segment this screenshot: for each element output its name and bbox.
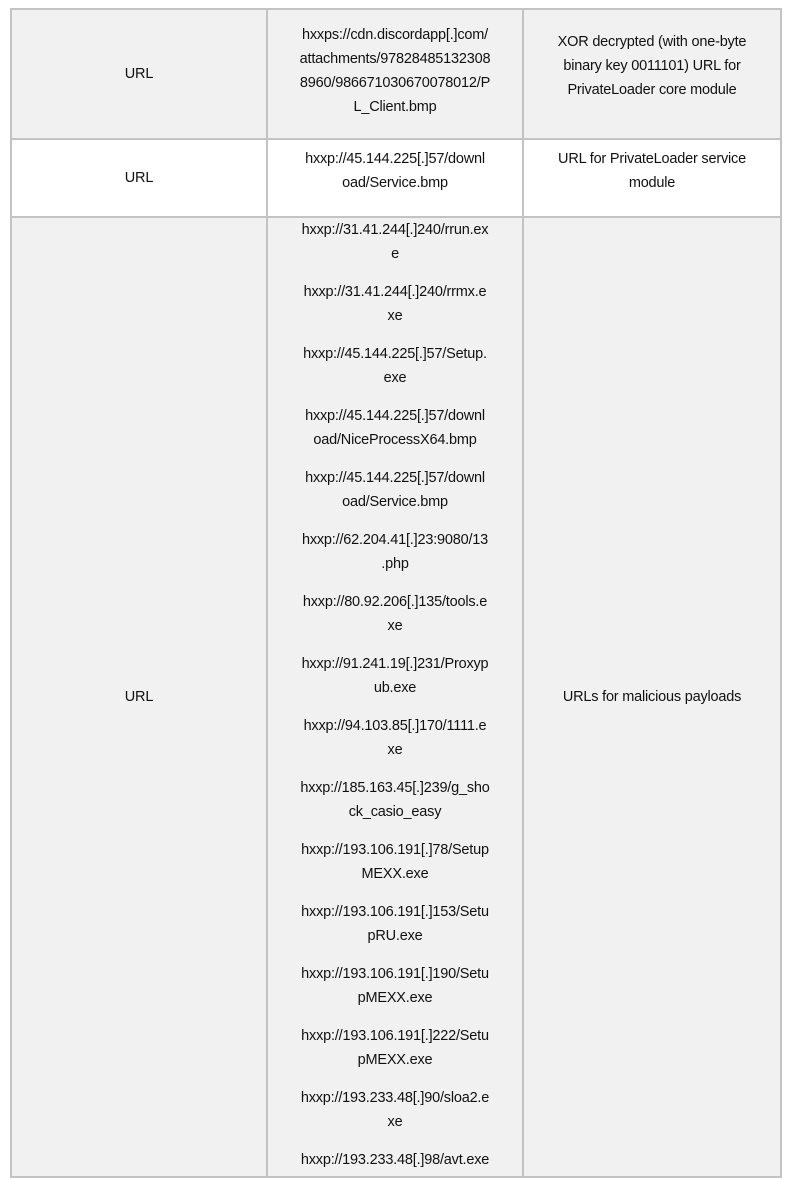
- value-line: ck_casio_easy: [348, 804, 442, 820]
- value-line: hxxp://193.233.48[.]90/sloa2.e: [300, 1090, 490, 1106]
- value-line: ub.exe: [373, 680, 417, 696]
- value-line: hxxp://193.106.191[.]153/Setu: [301, 904, 489, 920]
- value-line: pRU.exe: [367, 928, 423, 944]
- table-row: [11, 139, 781, 217]
- url-item: [272, 218, 518, 266]
- url-item: [272, 280, 518, 328]
- url-item: [272, 962, 518, 1010]
- value-line: hxxp://45.144.225[.]57/downl: [305, 408, 485, 424]
- value-line: attachments/97828485132308: [299, 51, 491, 67]
- value-line: L_Client.bmp: [353, 99, 437, 115]
- url-item: [272, 776, 518, 824]
- value-line: 8960/986671030670078012/P: [299, 75, 491, 91]
- value-line: hxxp://45.144.225[.]57/downl: [305, 470, 485, 486]
- indicator-value-list-cell: [267, 217, 523, 1177]
- value-line: hxxp://62.204.41[.]23:9080/13: [301, 532, 489, 548]
- indicator-type-cell: URL: [11, 9, 267, 139]
- value-line: xe: [387, 1114, 403, 1130]
- value-line: hxxp://91.241.19[.]231/Proxyp: [301, 656, 489, 672]
- value-line: oad/Service.bmp: [342, 494, 448, 510]
- value-line: exe: [383, 370, 407, 386]
- url-item: [272, 1086, 518, 1134]
- description-line: binary key 0011101) URL for: [563, 58, 741, 74]
- value-line: hxxps://cdn.discordapp[.]com/: [301, 27, 488, 43]
- url-item: [272, 528, 518, 576]
- value-line: hxxp://80.92.206[.]135/tools.e: [302, 594, 488, 610]
- value-line: pMEXX.exe: [357, 1052, 433, 1068]
- indicator-description-cell: [523, 139, 781, 217]
- url-item: [272, 714, 518, 762]
- value-line: hxxp://193.106.191[.]222/Setu: [301, 1028, 489, 1044]
- value-line: hxxp://193.106.191[.]190/Setu: [301, 966, 489, 982]
- value-line: hxxp://94.103.85[.]170/1111.e: [303, 718, 487, 734]
- indicator-value-cell: [267, 9, 523, 139]
- value-line: xe: [387, 618, 403, 634]
- value-line: hxxp://185.163.45[.]239/g_sho: [300, 780, 490, 796]
- indicator-description-cell: [523, 9, 781, 139]
- value-line: pMEXX.exe: [357, 990, 433, 1006]
- value-line: oad/Service.bmp: [342, 175, 448, 191]
- url-item: [272, 466, 518, 514]
- table-row: [11, 217, 781, 1177]
- value-line: hxxp://31.41.244[.]240/rrun.ex: [301, 222, 489, 238]
- indicator-type-cell: URL: [11, 217, 267, 1177]
- value-line: hxxp://45.144.225[.]57/downl: [305, 151, 485, 167]
- url-item: [272, 590, 518, 638]
- value-line: MEXX.exe: [361, 866, 429, 882]
- indicator-value-cell: [267, 139, 523, 217]
- value-line: hxxp://45.144.225[.]57/Setup.: [303, 346, 487, 362]
- url-item: [272, 1024, 518, 1072]
- value-line: e: [391, 246, 399, 262]
- value-line: xe: [387, 742, 403, 758]
- value-line: hxxp://193.233.48[.]98/avt.exe: [300, 1152, 490, 1168]
- description-line: URL for PrivateLoader service: [558, 151, 746, 167]
- ioc-table: [10, 8, 782, 1178]
- url-item: [272, 652, 518, 700]
- description-line: XOR decrypted (with one-byte: [557, 34, 747, 50]
- url-item: [272, 900, 518, 948]
- url-item: [272, 404, 518, 452]
- value-line: xe: [387, 308, 403, 324]
- url-item: [272, 1148, 518, 1172]
- value-line: hxxp://31.41.244[.]240/rrmx.e: [303, 284, 487, 300]
- value-line: hxxp://193.106.191[.]78/Setup: [301, 842, 489, 858]
- url-item: [272, 838, 518, 886]
- description-line: PrivateLoader core module: [567, 82, 737, 98]
- description-line: module: [628, 175, 676, 191]
- indicator-description-cell: URLs for malicious payloads: [523, 217, 781, 1177]
- value-line: oad/NiceProcessX64.bmp: [313, 432, 477, 448]
- table-row: [11, 9, 781, 139]
- value-line: .php: [381, 556, 409, 572]
- url-item: [272, 342, 518, 390]
- indicator-type-cell: URL: [11, 139, 267, 217]
